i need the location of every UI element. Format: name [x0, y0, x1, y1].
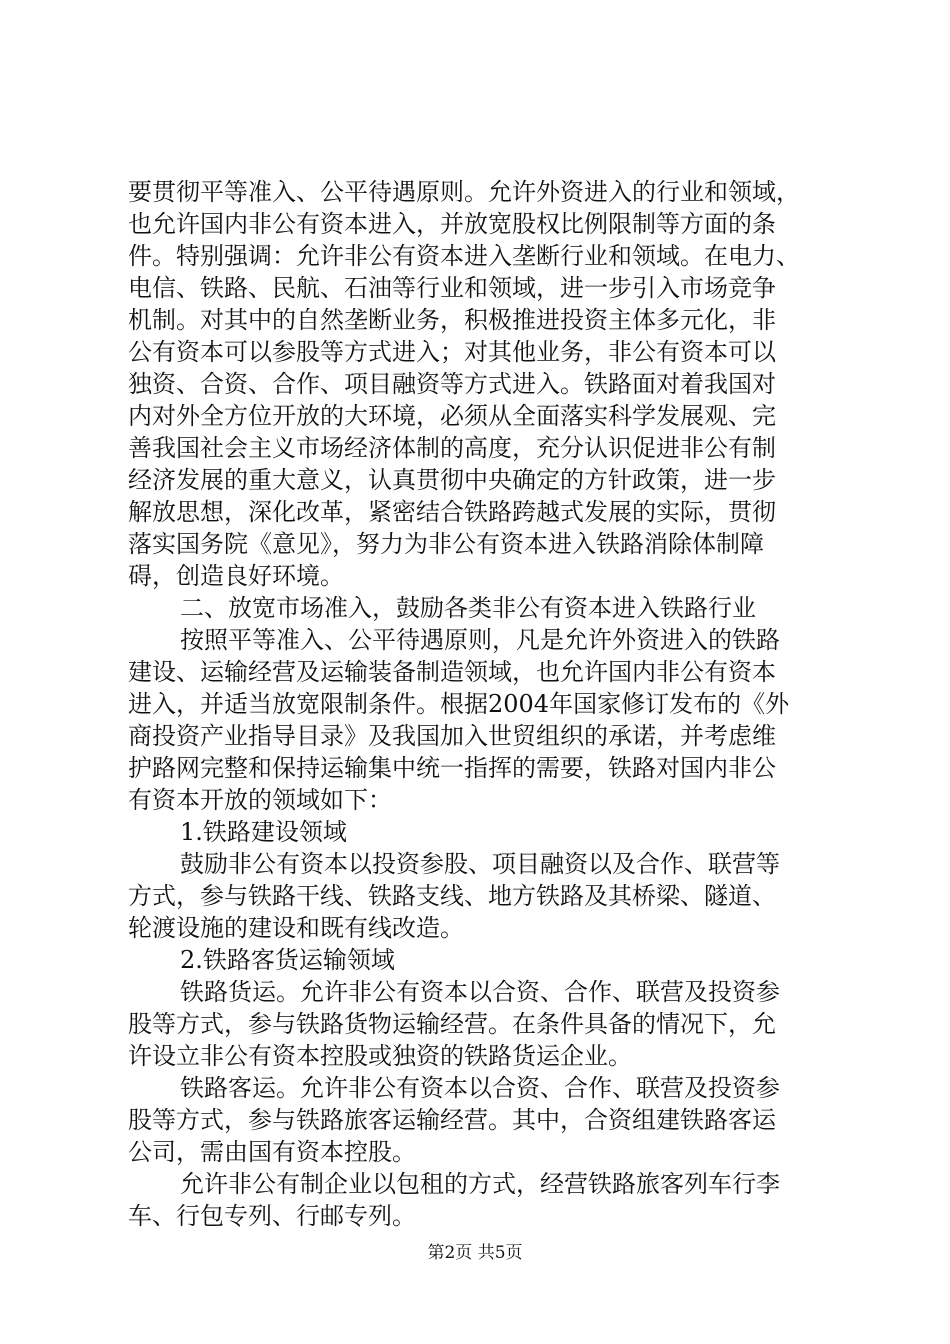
text-line: 机制。对其中的自然垄断业务，积极推进投资主体多元化，非 [128, 306, 776, 334]
text-line: 建设、运输经营及运输装备制造领域，也允许国内非公有资本 [128, 658, 776, 686]
text-line: 股等方式，参与铁路货物运输经营。在条件具备的情况下，允 [128, 1010, 776, 1038]
text-line: 也允许国内非公有资本进入，并放宽股权比例限制等方面的条 [128, 210, 776, 238]
text-line: 电信、铁路、民航、石油等行业和领域，进一步引入市场竞争 [128, 274, 776, 302]
text-line: 轮渡设施的建设和既有线改造。 [128, 914, 464, 942]
text-line: 鼓励非公有资本以投资参股、项目融资以及合作、联营等 [180, 850, 780, 878]
document-body [128, 176, 832, 1232]
subsection-heading: 2.铁路客货运输领域 [180, 946, 395, 974]
page-footer: 第2页 共5页 [427, 1243, 523, 1263]
text-line: 经济发展的重大意义，认真贯彻中央确定的方针政策，进一步 [128, 466, 776, 494]
text-line: 进入，并适当放宽限制条件。根据2004年国家修订发布的《外 [128, 690, 790, 718]
text-line: 公有资本可以参股等方式进入；对其他业务，非公有资本可以 [128, 338, 776, 366]
text-line: 内对外全方位开放的大环境，必须从全面落实科学发展观、完 [128, 402, 776, 430]
text-line: 铁路货运。允许非公有资本以合资、合作、联营及投资参 [180, 978, 780, 1006]
text-line: 碍，创造良好环境。 [128, 562, 344, 590]
text-line: 股等方式，参与铁路旅客运输经营。其中，合资组建铁路客运 [128, 1106, 776, 1134]
text-line: 落实国务院《意见》，努力为非公有资本进入铁路消除体制障 [128, 530, 764, 558]
section-heading: 二、放宽市场准入，鼓励各类非公有资本进入铁路行业 [180, 594, 756, 622]
text-line: 铁路客运。允许非公有资本以合资、合作、联营及投资参 [180, 1074, 780, 1102]
text-line: 护路网完整和保持运输集中统一指挥的需要，铁路对国内非公 [128, 754, 776, 782]
text-line: 方式，参与铁路干线、铁路支线、地方铁路及其桥梁、隧道、 [128, 882, 776, 910]
subsection-heading: 1.铁路建设领域 [180, 818, 347, 846]
text-line: 件。特别强调：允许非公有资本进入垄断行业和领域。在电力、 [128, 242, 800, 270]
text-line: 商投资产业指导目录》及我国加入世贸组织的承诺，并考虑维 [128, 722, 776, 750]
text-line: 解放思想，深化改革，紧密结合铁路跨越式发展的实际，贯彻 [128, 498, 776, 526]
text-line: 公司，需由国有资本控股。 [128, 1138, 416, 1166]
text-line: 独资、合资、合作、项目融资等方式进入。铁路面对着我国对 [128, 370, 776, 398]
text-line: 要贯彻平等准入、公平待遇原则。允许外资进入的行业和领域， [128, 178, 800, 206]
text-line: 按照平等准入、公平待遇原则，凡是允许外资进入的铁路 [180, 626, 780, 654]
text-line: 允许非公有制企业以包租的方式，经营铁路旅客列车行李 [180, 1170, 780, 1198]
text-line: 许设立非公有资本控股或独资的铁路货运企业。 [128, 1042, 632, 1070]
text-line: 车、行包专列、行邮专列。 [128, 1202, 416, 1230]
text-line: 有资本开放的领域如下： [128, 786, 392, 814]
text-line: 善我国社会主义市场经济体制的高度，充分认识促进非公有制 [128, 434, 776, 462]
